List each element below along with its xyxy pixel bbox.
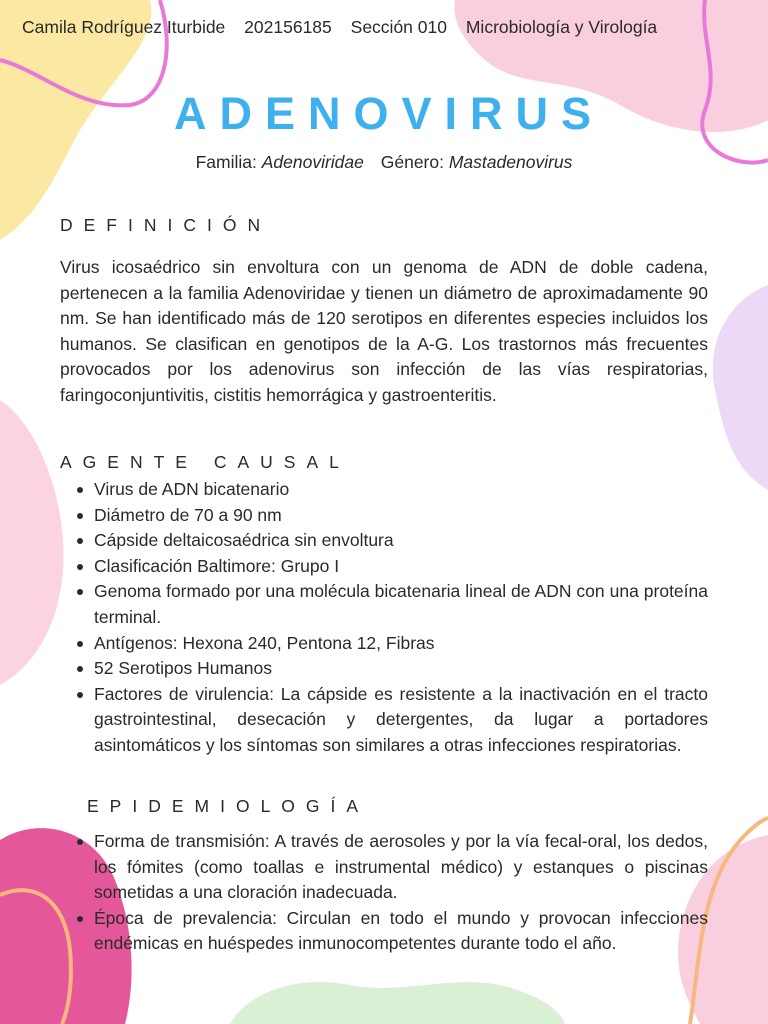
family-label: Familia: <box>195 152 257 172</box>
epidemiology-heading: EPIDEMIOLOGÍA <box>87 796 370 816</box>
family-value: Adenoviridae <box>261 152 364 172</box>
course-name: Microbiología y Virología <box>465 17 658 37</box>
list-item: Cápside deltaicosaédrica sin envoltura <box>94 528 708 554</box>
student-id: 202156185 <box>244 17 332 37</box>
list-item: Factores de virulencia: La cápside es resistente a la inactivación en el tracto gastrointestinal, desecación y detergentes, da lugar a portadores asintomáticos y los síntomas son similares a otras infecciones respiratorias. <box>94 682 708 759</box>
header-info <box>22 17 671 38</box>
list-item: Diámetro de 70 a 90 nm <box>94 503 708 529</box>
genus-label: Género: <box>380 152 444 172</box>
section-number: Sección 010 <box>350 17 447 37</box>
list-item: Genoma formado por una molécula bicatenaria lineal de ADN con una proteína terminal. <box>94 579 708 630</box>
agent-list <box>60 477 708 759</box>
list-item: Forma de transmisión: A través de aerosoles y por la vía fecal-oral, los dedos, los fómites (como toallas e instrumental médico) y estanques o piscinas sometidas a una cloración inadecuada. <box>94 829 708 906</box>
list-item: Época de prevalencia: Circulan en todo el mundo y provocan infecciones endémicas en huéspedes inmunocompetentes durante todo el año. <box>94 906 708 957</box>
list-item: Clasificación Baltimore: Grupo I <box>94 554 708 580</box>
taxonomy-line <box>0 152 768 173</box>
list-item: 52 Serotipos Humanos <box>94 656 708 682</box>
list-item: Virus de ADN bicatenario <box>94 477 708 503</box>
definition-text: Virus icosaédrico sin envoltura con un genoma de ADN de doble cadena, pertenecen a la familia Adenoviridae y tienen un diámetro de aproximadamente 90 nm. Se han identificado más de 120 serotipos en diferentes especies incluidos los humanos. Se clasifican en genotipos de la A-G. Los trastornos más frecuentes provocados por los adenovirus son infección de las vías respiratorias, faringoconjuntivitis, cistitis hemorrágica y gastroenteritis. <box>60 257 708 405</box>
page-title: ADENOVIRUS <box>173 88 605 139</box>
genus-value: Mastadenovirus <box>448 152 573 172</box>
definition-heading: DEFINICIÓN <box>60 215 272 235</box>
epidemiology-list <box>60 829 708 957</box>
list-item: Antígenos: Hexona 240, Pentona 12, Fibras <box>94 631 708 657</box>
author-name: Camila Rodríguez Iturbide <box>22 17 226 37</box>
agent-heading: AGENTE CAUSAL <box>60 452 350 472</box>
